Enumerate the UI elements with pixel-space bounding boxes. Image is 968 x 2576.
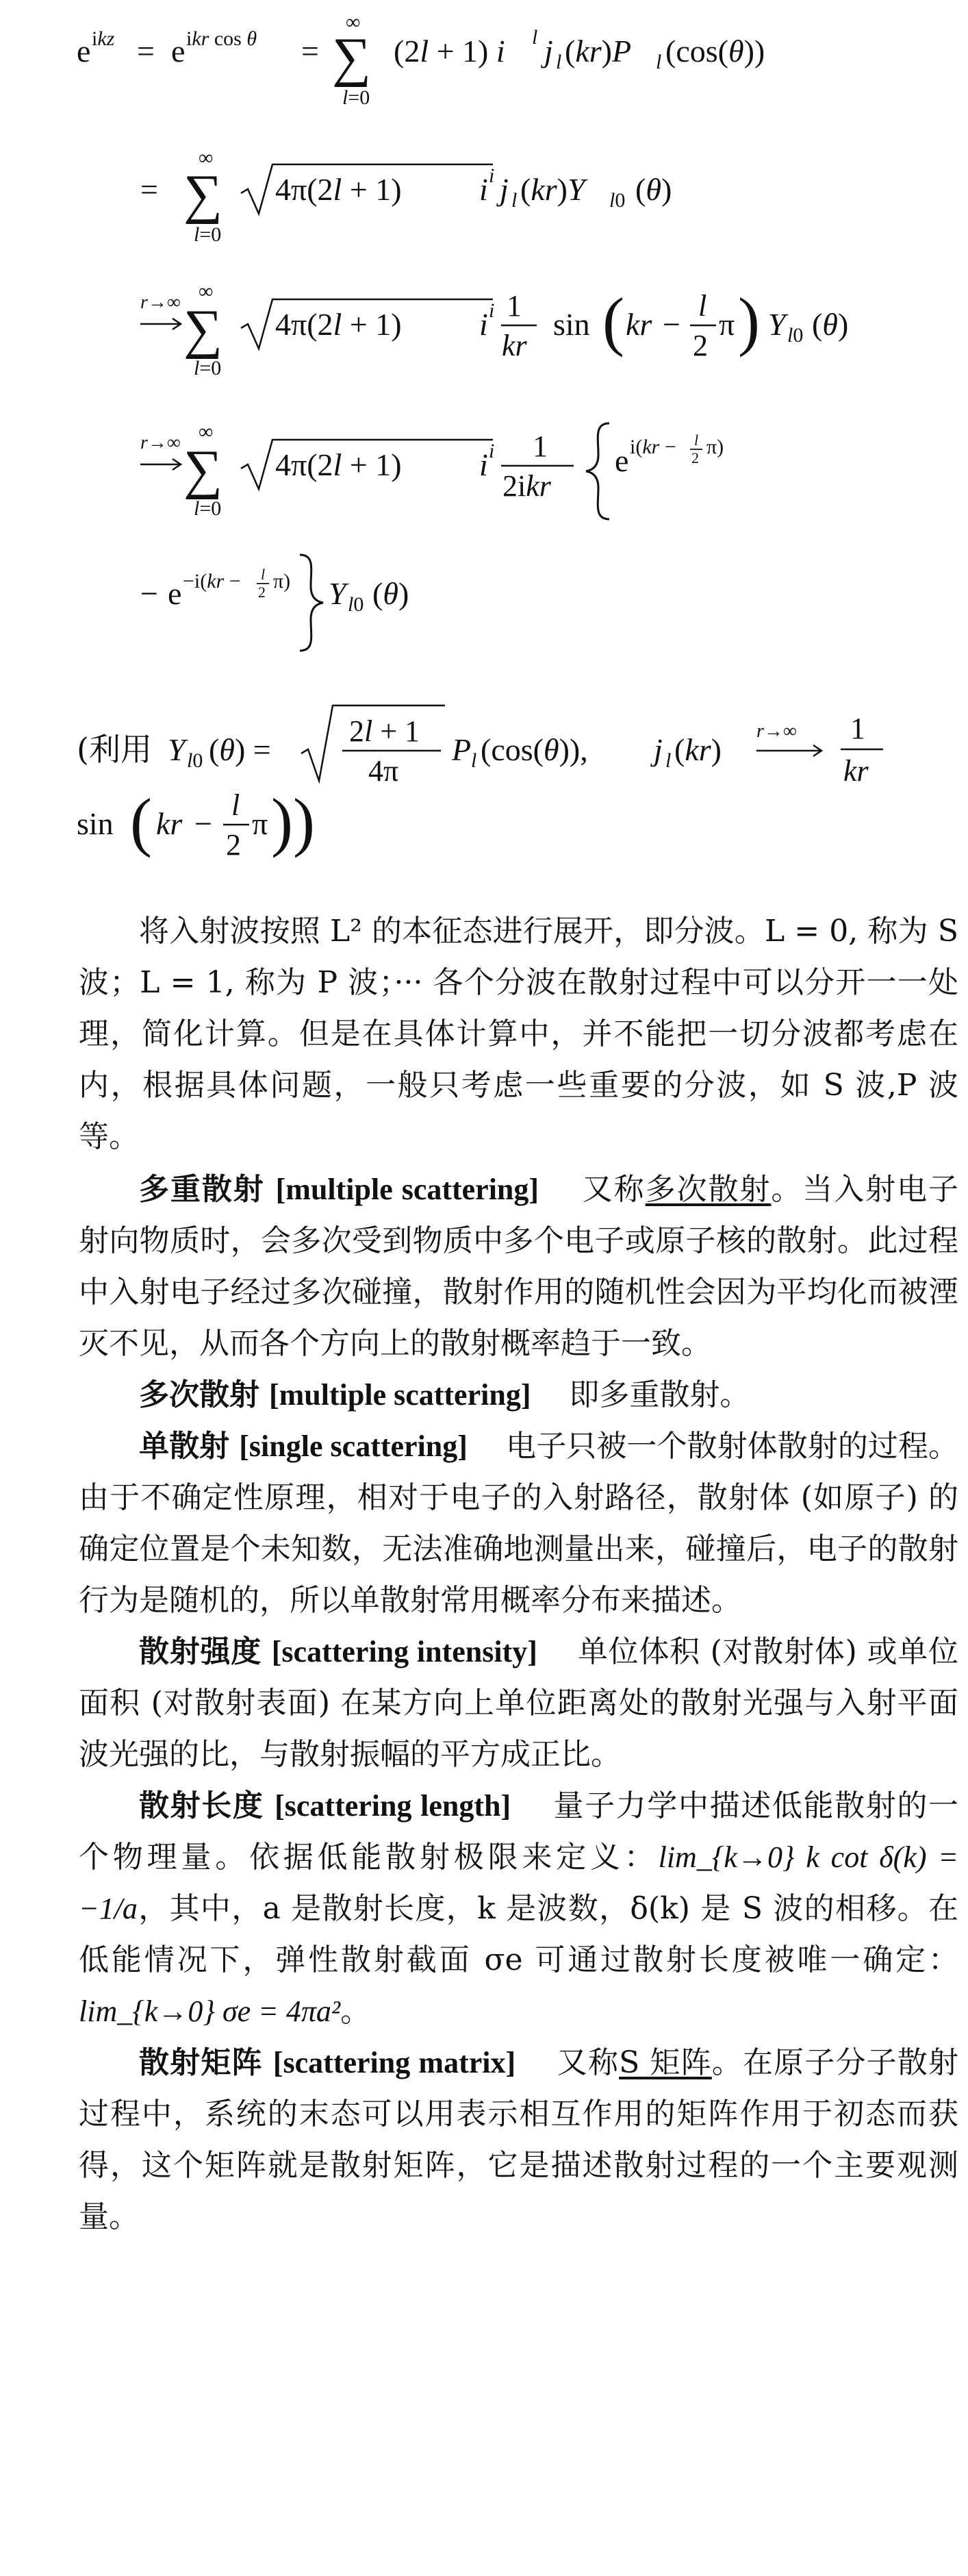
svg-text:=: = [301, 34, 319, 68]
entry-body: ，其中，a 是散射长度，k 是波数，δ(k) 是 S 波的相移。在低能情况下，弹性散射截面 σe 可通过散射长度被唯一确定： [79, 1891, 958, 1977]
svg-text:(θ) =: (θ) = [209, 732, 271, 767]
svg-text:2: 2 [693, 329, 708, 362]
entry-lead: 又称 [557, 2045, 620, 2080]
svg-text:2: 2 [258, 584, 266, 601]
svg-text:(: ( [602, 284, 624, 358]
entry-body: 电子只被一个散射体散射的过程。由于不确定性原理，相对于电子的入射路径，散射体 (如原子) 的确定位置是个未知数，无法准确地测量出来，碰撞后，电子的散射行为是随机的，所以单散射常用概率分布来描述。 [79, 1429, 959, 1618]
entry-term: 单散射 [139, 1429, 230, 1464]
svg-text:ikz: ikz [92, 27, 115, 50]
svg-text:∑: ∑ [183, 164, 223, 225]
svg-text:l: l [656, 51, 662, 73]
svg-text:l: l [694, 432, 699, 449]
svg-text:(θ): (θ) [812, 307, 849, 342]
svg-text:1: 1 [850, 712, 865, 745]
svg-text:4π: 4π [368, 754, 399, 788]
svg-text:(kr): (kr) [674, 732, 722, 767]
svg-text:kr: kr [843, 754, 869, 788]
svg-text:j: j [544, 34, 553, 68]
svg-text:i: i [479, 172, 488, 207]
svg-text:4π(2l + 1): 4π(2l + 1) [275, 172, 402, 207]
svg-text:e: e [77, 34, 91, 68]
svg-text:(θ): (θ) [372, 576, 409, 611]
svg-text:2: 2 [226, 828, 241, 862]
svg-text:P: P [452, 732, 472, 767]
svg-text:l=0: l=0 [194, 223, 222, 246]
entry-term: 多次散射 [139, 1377, 259, 1412]
svg-text:π: π [252, 806, 268, 841]
svg-text:l: l [231, 788, 240, 822]
svg-text:1: 1 [507, 289, 522, 323]
svg-text:l=0: l=0 [194, 497, 222, 520]
equation-line-3 [0, 271, 968, 401]
svg-text:r→∞: r→∞ [756, 721, 797, 742]
svg-text:π): π) [273, 570, 291, 592]
svg-text:)): )) [271, 785, 315, 858]
svg-text:π): π) [706, 436, 724, 458]
svg-text:l0: l0 [609, 189, 626, 212]
cross-reference-link[interactable]: S 矩阵 [619, 2045, 712, 2080]
svg-text:l: l [665, 749, 672, 772]
entry-scattering-intensity [79, 1626, 958, 1780]
svg-text:π: π [719, 307, 735, 342]
svg-text:2: 2 [691, 449, 699, 466]
svg-text:l=0: l=0 [194, 357, 222, 379]
svg-text:): ) [738, 284, 760, 358]
svg-text:e: e [168, 576, 182, 611]
svg-text:Y: Y [168, 732, 186, 767]
svg-text:4π(2l + 1): 4π(2l + 1) [275, 447, 402, 482]
svg-text:i: i [479, 307, 488, 342]
svg-text:l: l [261, 566, 266, 583]
entry-multiple-scattering [79, 1164, 958, 1369]
svg-text:l: l [698, 289, 707, 323]
body-text [79, 905, 958, 2242]
entry-english: [scattering intensity] [271, 1635, 537, 1668]
svg-text:(cos(θ)),: (cos(θ)), [481, 732, 588, 767]
svg-text:−: − [663, 307, 680, 342]
entry-english: [scattering matrix] [272, 2046, 516, 2079]
entry-english: [multiple scattering] [275, 1173, 539, 1206]
svg-text:r→∞: r→∞ [140, 292, 181, 313]
equation-line-1 [0, 14, 968, 123]
entry-body: 。当入射电子射向物质时，会多次受到物质中多个电子或原子核的散射。此过程中入射电子经过多次碰撞，散射作用的随机性会因为平均化而被湮灭不见，从而各个方向上的散射概率趋于一致。 [79, 1172, 959, 1361]
cross-reference-link[interactable]: 多次散射 [645, 1172, 772, 1207]
entry-body: 单位体积 (对散射体) 或单位面积 (对散射表面) 在某方向上单位距离处的散射光强与入射平面波光强的比，与散射振幅的平方成正比。 [79, 1634, 958, 1772]
svg-text:∑: ∑ [183, 299, 223, 360]
entry-term: 散射矩阵 [139, 2045, 263, 2080]
svg-text:kr: kr [502, 329, 527, 362]
entry-body: 即多重散射。 [569, 1377, 750, 1412]
svg-text:sin: sin [77, 806, 114, 841]
svg-text:i: i [489, 440, 495, 462]
svg-text:−i(kr −: −i(kr − [183, 570, 241, 592]
entry-term: 多重散射 [139, 1172, 265, 1207]
svg-text:(θ): (θ) [635, 172, 672, 207]
svg-text:(kr)Y: (kr)Y [520, 172, 585, 207]
svg-text:l0: l0 [787, 324, 804, 347]
svg-text:sin: sin [553, 307, 590, 342]
svg-text:1: 1 [533, 429, 548, 463]
note-prefix: (利用 [77, 731, 152, 768]
svg-text:(cos(θ)): (cos(θ)) [665, 34, 765, 68]
entry-body: 。在原子分子散射过程中，系统的末态可以用表示相互作用的矩阵作用于初态而获得，这个矩阵就是散射矩阵，它是描述散射过程的一个主要观测量。 [79, 2045, 959, 2234]
svg-text:e: e [171, 34, 186, 68]
svg-text:l: l [511, 189, 518, 212]
svg-text:l=0: l=0 [342, 86, 370, 109]
svg-text:i: i [479, 447, 488, 482]
paragraph-partial-waves: 将入射波按照 L² 的本征态进行展开，即分波。L = 0, 称为 S 波；L = 1, 称为 P 波；··· 各个分波在散射过程中可以分开一一处理，简化计算。但是在具体计算中，并不能把一切分波都考虑在内，根据具体问题，一般只考虑一些重要的分波，如 S 波,P 波等。 [79, 914, 958, 1154]
svg-text:l: l [556, 51, 562, 73]
svg-text:−: − [140, 576, 158, 611]
svg-text:l0: l0 [348, 593, 364, 616]
entry-multiple-scattering-alt [79, 1369, 958, 1421]
svg-text:4π(2l + 1): 4π(2l + 1) [275, 307, 402, 342]
entry-lead: 又称 [582, 1172, 646, 1207]
entry-english: [multiple scattering] [269, 1378, 531, 1412]
svg-text:∞: ∞ [199, 147, 214, 169]
svg-text:−: − [194, 806, 212, 841]
svg-text:Y: Y [768, 307, 786, 342]
entry-single-scattering [79, 1421, 958, 1626]
equation-line-2 [0, 137, 968, 247]
svg-text:ikr cos θ: ikr cos θ [186, 27, 257, 50]
entry-scattering-length [79, 1780, 958, 2037]
equation-line-5 [0, 548, 968, 664]
svg-text:∑: ∑ [332, 27, 372, 88]
svg-text:i(kr −: i(kr − [630, 436, 676, 458]
svg-text:l: l [532, 26, 538, 49]
svg-text:e: e [615, 443, 629, 478]
svg-text:j: j [500, 172, 509, 207]
svg-text:i: i [489, 299, 495, 322]
entry-term: 散射长度 [139, 1788, 264, 1823]
entry-body: 量子力学中描述低能散射的一个物理量。依据低能散射极限来定义： [79, 1788, 959, 1875]
equation-note [0, 685, 968, 870]
svg-text:l: l [471, 749, 477, 772]
svg-text:=: = [140, 172, 158, 207]
entry-term: 散射强度 [139, 1634, 262, 1669]
svg-text:2l + 1: 2l + 1 [349, 714, 420, 748]
svg-text:kr: kr [626, 307, 652, 342]
svg-text:r→∞: r→∞ [140, 432, 181, 453]
entry-scattering-matrix [79, 2037, 958, 2242]
svg-text:kr: kr [156, 806, 183, 841]
svg-text:j: j [654, 732, 663, 767]
svg-text:(2l + 1) i: (2l + 1) i [394, 34, 505, 68]
svg-text:∞: ∞ [199, 421, 214, 443]
svg-text:(kr)P: (kr)P [565, 34, 632, 68]
equation-line-4 [0, 411, 968, 541]
svg-text:∑: ∑ [183, 440, 223, 500]
formula-scattering-length-limit: lim_{k→0} k cot δ(k) = −1/a [79, 1840, 958, 1925]
svg-text:∞: ∞ [199, 280, 214, 303]
svg-text:∞: ∞ [346, 14, 361, 34]
entry-english: [scattering length] [275, 1789, 511, 1823]
svg-text:l0: l0 [187, 749, 203, 772]
svg-text:i: i [489, 164, 495, 187]
svg-text:Y: Y [329, 576, 346, 611]
svg-text:(: ( [130, 785, 152, 858]
svg-text:2ikr: 2ikr [502, 469, 551, 503]
entry-body: 。 [340, 1994, 371, 2029]
entry-english: [single scattering] [239, 1429, 468, 1463]
formula-cross-section-limit: lim_{k→0} σe = 4πa² [79, 1994, 341, 2028]
svg-text:=: = [137, 34, 155, 68]
